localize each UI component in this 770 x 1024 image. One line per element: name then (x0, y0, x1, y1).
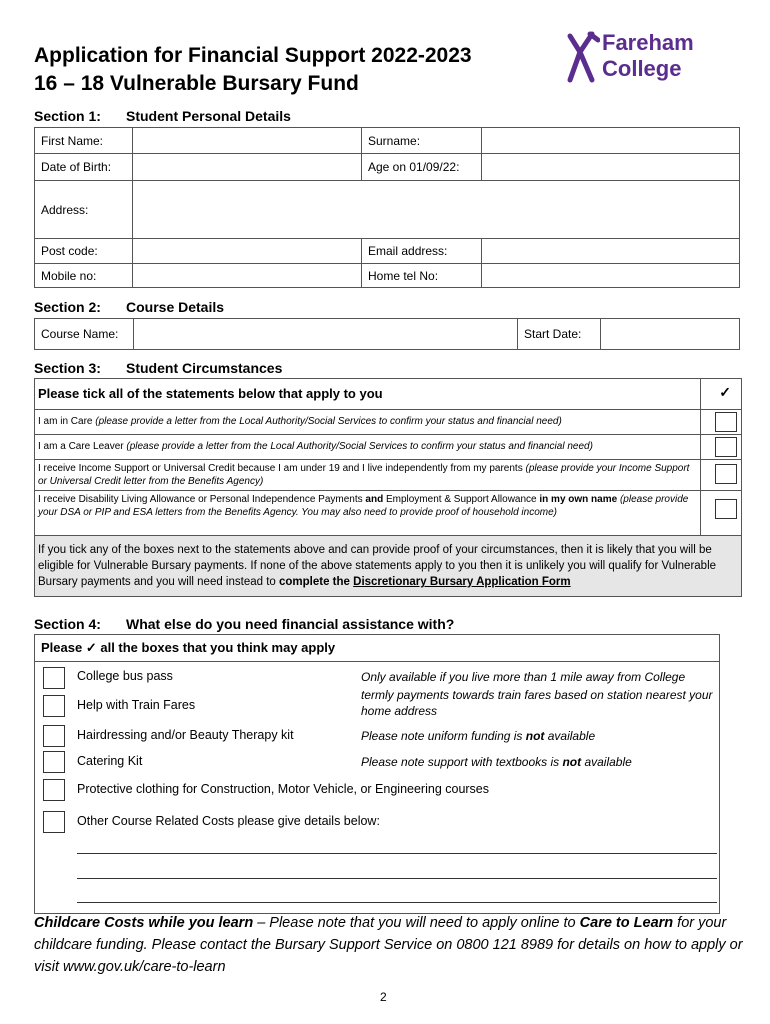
circumstances-header (35, 379, 741, 410)
item-note: termly payments towards train fares based on station nearest your home address (361, 688, 713, 718)
item-note: Please note support with textbooks is not available (361, 755, 632, 769)
logo-figure-icon (566, 30, 600, 86)
circumstance-row (35, 491, 741, 536)
surname-field[interactable] (482, 128, 740, 154)
age-field[interactable] (482, 154, 740, 181)
title-line-2: 16 – 18 Vulnerable Bursary Fund (34, 72, 359, 95)
item-label: College bus pass (77, 669, 173, 683)
start-date-label: Start Date: (518, 319, 601, 350)
circumstance-text: I receive Disability Living Allowance or Personal Independence Payments and Employment & Support Allowance in my own name (please provide your DSA or PIP and ESA letters from the Benefits Agency. You may also need to provide proof of household income) (35, 491, 701, 535)
first-name-field[interactable] (133, 128, 362, 154)
care-leaver-checkbox[interactable] (715, 437, 737, 457)
address-field[interactable] (133, 181, 740, 239)
logo-text (602, 30, 694, 82)
section-number: Section 1: (34, 108, 101, 124)
item-label: Catering Kit (77, 754, 143, 768)
circumstance-row (35, 435, 741, 460)
address-label: Address: (35, 181, 133, 239)
personal-details-table (34, 127, 740, 288)
circumstance-text: I receive Income Support or Universal Credit because I am under 19 and I live independently from my parents (please provide your Income Support or Universal Credit letter from the Benefits Agency) (35, 460, 701, 490)
train-fares-checkbox[interactable] (43, 695, 65, 717)
details-line[interactable] (77, 902, 717, 903)
item-label: Other Course Related Costs please give details below: (77, 814, 380, 828)
tick-icon: ✓ (85, 640, 97, 655)
course-name-field[interactable] (134, 319, 518, 350)
catering-kit-checkbox[interactable] (43, 751, 65, 773)
section-title: What else do you need financial assistance with? (126, 616, 455, 632)
page-number: 2 (380, 990, 387, 1004)
circumstances-box (34, 378, 742, 597)
page-title (34, 42, 472, 98)
surname-label: Surname: (362, 128, 482, 154)
title-line-1: Application for Financial Support 2022-2023 (34, 44, 472, 67)
section-number: Section 4: (34, 616, 101, 632)
email-field[interactable] (482, 239, 740, 264)
home-tel-label: Home tel No: (362, 264, 482, 288)
section-number: Section 3: (34, 360, 101, 376)
email-label: Email address: (362, 239, 482, 264)
section-3-heading (34, 360, 282, 376)
disability-allowance-checkbox[interactable] (715, 499, 737, 519)
item-label: Hairdressing and/or Beauty Therapy kit (77, 728, 294, 742)
section-2-heading (34, 299, 224, 315)
item-note: Only available if you live more than 1 mile away from College (361, 670, 686, 684)
details-line[interactable] (77, 878, 717, 879)
circumstance-row (35, 460, 741, 491)
protective-clothing-checkbox[interactable] (43, 779, 65, 801)
mobile-label: Mobile no: (35, 264, 133, 288)
income-support-checkbox[interactable] (715, 464, 737, 484)
section-1-heading (34, 108, 291, 124)
course-name-label: Course Name: (35, 319, 134, 350)
logo-line-1: Fareham (602, 30, 694, 55)
item-label: Protective clothing for Construction, Motor Vehicle, or Engineering courses (77, 782, 490, 796)
section-4-heading (34, 616, 454, 632)
fareham-college-logo (566, 30, 726, 88)
hairdressing-kit-checkbox[interactable] (43, 725, 65, 747)
tick-header-icon: ✓ (719, 384, 731, 400)
dob-label: Date of Birth: (35, 154, 133, 181)
mobile-field[interactable] (133, 264, 362, 288)
section-number: Section 2: (34, 299, 101, 315)
section-title: Course Details (126, 299, 225, 315)
section-title: Student Personal Details (126, 108, 291, 124)
home-tel-field[interactable] (482, 264, 740, 288)
item-label: Help with Train Fares (77, 698, 196, 712)
age-label: Age on 01/09/22: (362, 154, 482, 181)
postcode-field[interactable] (133, 239, 362, 264)
childcare-note: Childcare Costs while you learn – Please note that you will need to apply online to Care to Learn for your childcare funding. Please contact the Bursary Support Service on 0800 121 8989 for details on how to apply or visit www.gov.uk/care-to-learn (34, 915, 743, 975)
circumstance-text: I am a Care Leaver (please provide a letter from the Local Authority/Social Services to confirm your status and financial need) (35, 435, 701, 459)
assistance-header: Please ✓ all the boxes that you think may apply (35, 635, 719, 662)
bus-pass-checkbox[interactable] (43, 667, 65, 689)
dob-field[interactable] (133, 154, 362, 181)
first-name-label: First Name: (35, 128, 133, 154)
item-note: Please note uniform funding is not available (361, 729, 596, 743)
discretionary-form-link[interactable]: Discretionary Bursary Application Form (353, 576, 571, 588)
circumstance-text: I am in Care (please provide a letter from the Local Authority/Social Services to confirm your status and financial need) (35, 410, 701, 434)
course-details-table (34, 318, 740, 350)
circumstance-row (35, 410, 741, 435)
in-care-checkbox[interactable] (715, 412, 737, 432)
circumstances-header-text: Please tick all of the statements below that apply to you (35, 379, 701, 409)
eligibility-note: If you tick any of the boxes next to the statements above and can provide proof of your circumstances, then it is likely that you will be eligible for Vulnerable Bursary payments. If none of the above statements apply to you then it is unlikely you will qualify for Vulnerable Bursary payments and you will need instead to complete the Discretionary Bursary Application Form (35, 536, 741, 596)
section-title: Student Circumstances (126, 360, 283, 376)
postcode-label: Post code: (35, 239, 133, 264)
logo-line-2: College (602, 56, 682, 81)
details-line[interactable] (77, 853, 717, 854)
other-costs-checkbox[interactable] (43, 811, 65, 833)
assistance-box (34, 634, 720, 914)
start-date-field[interactable] (601, 319, 740, 350)
